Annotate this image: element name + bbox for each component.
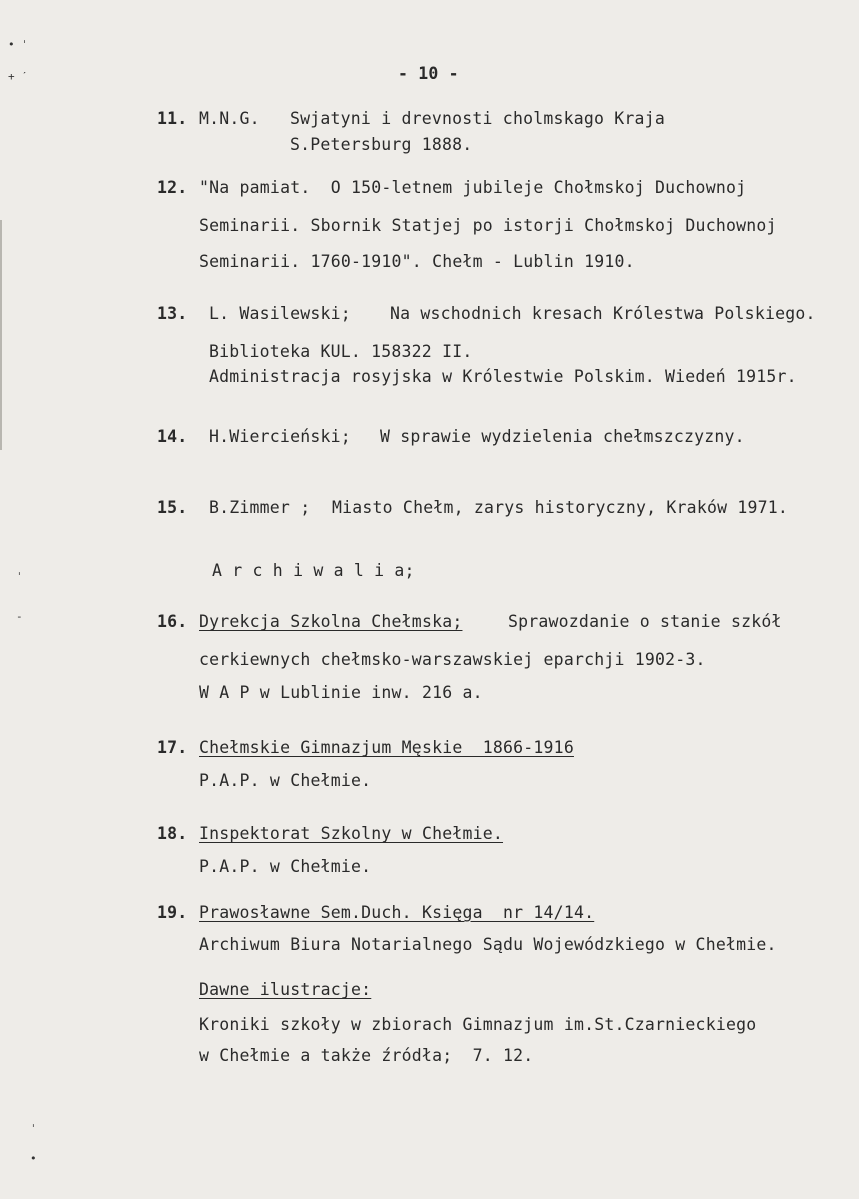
entry-line: Miasto Chełm, zarys historyczny, Kraków 1971.	[332, 498, 789, 517]
entry-line: Kroniki szkoły w zbiorach Gimnazjum im.St.Czarnieckiego	[199, 1015, 757, 1034]
entry-number: 17.	[157, 738, 188, 757]
margin-mark: •	[30, 1152, 37, 1165]
entry-line: P.A.P. w Chełmie.	[199, 857, 372, 876]
page-number: - 10 -	[398, 64, 459, 83]
entry-title: Inspektorat Szkolny w Chełmie.	[199, 824, 504, 843]
margin-mark: ˈ	[16, 570, 23, 583]
entry-author: M.N.G.	[199, 109, 260, 128]
entry-line: w Chełmie a także źródła; 7. 12.	[199, 1046, 534, 1065]
entry-title: Dyrekcja Szkolna Chełmska;	[199, 612, 463, 631]
entry-author: L. Wasilewski;	[209, 304, 351, 323]
entry-author: B.Zimmer ;	[209, 498, 311, 517]
margin-mark: • ˈ	[8, 38, 28, 51]
entry-title: Prawosławne Sem.Duch. Księga nr 14/14.	[199, 903, 595, 922]
binding-edge	[0, 220, 2, 450]
entry-line: cerkiewnych chełmsko-warszawskiej eparchji 1902-3.	[199, 650, 706, 669]
section-heading: A r c h i w a l i a;	[212, 561, 415, 580]
entry-number: 14.	[157, 427, 188, 446]
margin-mark: + ˊ	[8, 70, 28, 83]
entry-subheading: Dawne ilustracje:	[199, 980, 372, 999]
entry-number: 11.	[157, 109, 188, 128]
entry-title: Chełmskie Gimnazjum Męskie 1866-1916	[199, 738, 574, 757]
entry-line: S.Petersburg 1888.	[290, 135, 473, 154]
entry-number: 13.	[157, 304, 188, 323]
entry-line: Seminarii. 1760-1910". Chełm - Lublin 1910.	[199, 252, 635, 271]
entry-author: H.Wiercieński;	[209, 427, 351, 446]
margin-mark: -	[16, 610, 23, 623]
entry-line: "Na pamiat. O 150-letnem jubileje Chołmskoj Duchownoj	[199, 178, 747, 197]
entry-number: 19.	[157, 903, 188, 922]
margin-mark: ˈ	[30, 1122, 37, 1135]
entry-line: Archiwum Biura Notarialnego Sądu Wojewódzkiego w Chełmie.	[199, 935, 777, 954]
entry-line: Biblioteka KUL. 158322 II.	[209, 342, 473, 361]
entry-number: 16.	[157, 612, 188, 631]
entry-line: P.A.P. w Chełmie.	[199, 771, 372, 790]
entry-number: 15.	[157, 498, 188, 517]
entry-number: 12.	[157, 178, 188, 197]
entry-number: 18.	[157, 824, 188, 843]
entry-line: Seminarii. Sbornik Statjej po istorji Chołmskoj Duchownoj	[199, 216, 777, 235]
entry-line: W A P w Lublinie inw. 216 a.	[199, 683, 483, 702]
entry-line: Sprawozdanie o stanie szkół	[508, 612, 782, 631]
entry-line: Swjatyni i drevnosti cholmskago Kraja	[290, 109, 665, 128]
entry-line: W sprawie wydzielenia chełmszczyzny.	[380, 427, 745, 446]
entry-line: Administracja rosyjska w Królestwie Polskim. Wiedeń 1915r.	[209, 367, 797, 386]
entry-line: Na wschodnich kresach Królestwa Polskiego.	[390, 304, 816, 323]
